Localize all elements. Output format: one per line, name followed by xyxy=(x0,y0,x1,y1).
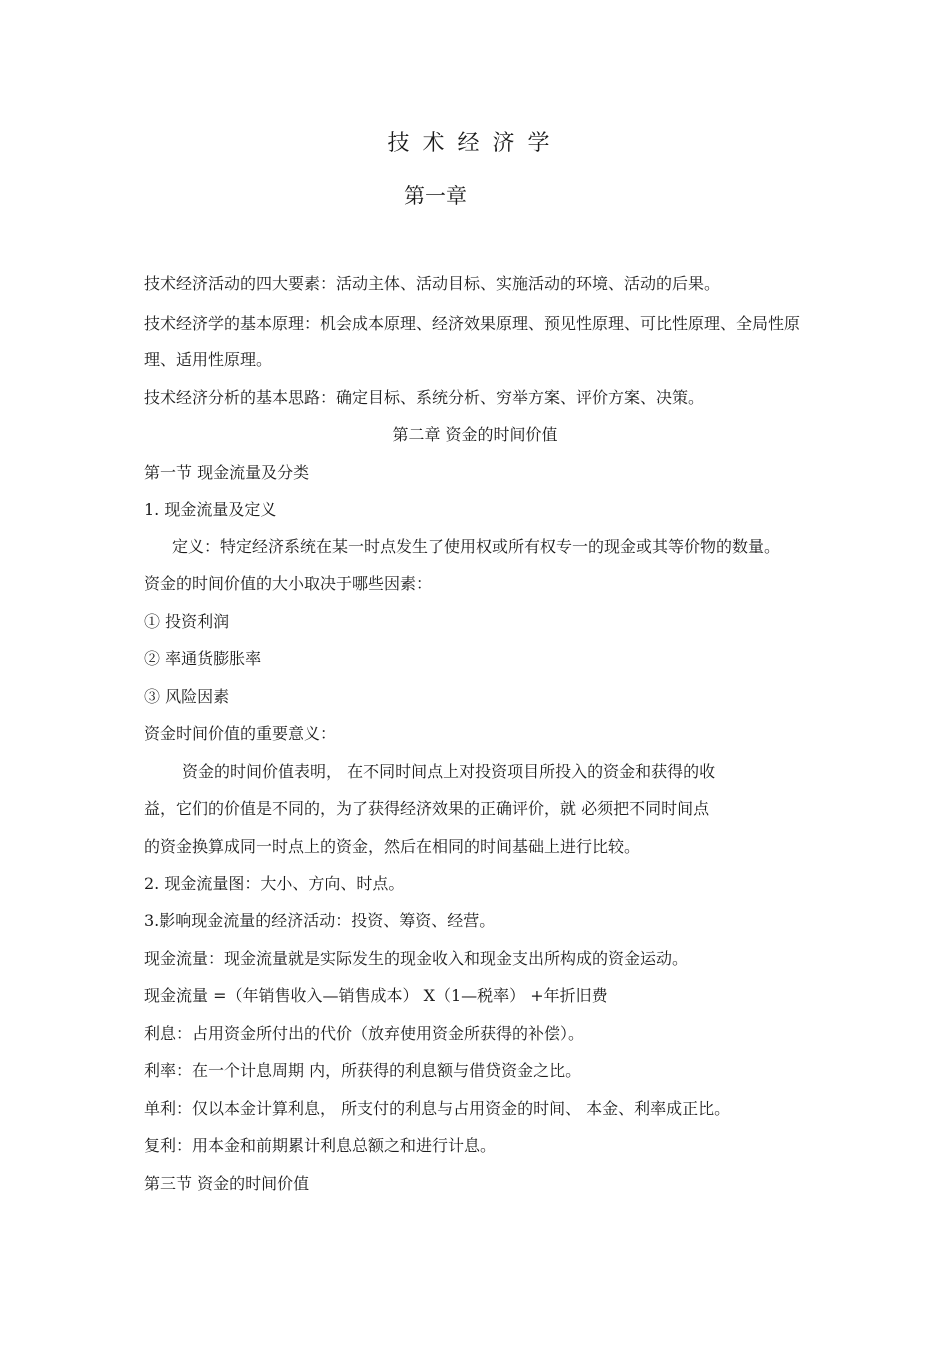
text-line: 技术经济分析的基本思路：确定目标、系统分析、穷举方案、评价方案、决策。 xyxy=(144,388,705,407)
chapter-one-heading: 第一章 xyxy=(404,184,467,208)
text-line: 的资金换算成同一时点上的资金，然后在相同的时间基础上进行比较。 xyxy=(144,837,641,856)
chapter-two-heading: 第二章 资金的时间价值 xyxy=(392,425,558,444)
formula-line: 现金流量 =（年销售收入—销售成本） X（1—税率） +年折旧费 xyxy=(144,986,608,1005)
text-line: 复利：用本金和前期累计利息总额之和进行计息。 xyxy=(144,1136,497,1155)
text-line: 益，它们的价值是不同的，为了获得经济效果的正确评价，就 必须把不同时间点 xyxy=(144,799,710,818)
text-line: 技术经济学的基本原理：机会成本原理、经济效果原理、预见性原理、可比性原理、全局性原 xyxy=(144,314,801,333)
list-item: ③ 风险因素 xyxy=(144,687,230,706)
text-line: 利息：占用资金所付出的代价（放弃使用资金所获得的补偿）。 xyxy=(144,1024,585,1043)
text-line: 1. 现金流量及定义 xyxy=(144,500,277,519)
text-line: 定义：特定经济系统在某一时点发生了使用权或所有权专一的现金或其等价物的数量。 xyxy=(172,537,781,556)
text-line: 利率：在一个计息周期 内，所获得的利息额与借贷资金之比。 xyxy=(144,1061,582,1080)
text-line: 理、适用性原理。 xyxy=(144,350,273,369)
list-item: ② 率通货膨胀率 xyxy=(144,649,262,668)
section-heading: 第三节 资金的时间价值 xyxy=(144,1174,310,1193)
text-line: 3.影响现金流量的经济活动：投资、筹资、经营。 xyxy=(144,911,496,930)
text-line: 技术经济活动的四大要素：活动主体、活动目标、实施活动的环境、活动的后果。 xyxy=(144,274,721,293)
text-line: 2. 现金流量图：大小、方向、时点。 xyxy=(144,874,405,893)
text-line: 现金流量：现金流量就是实际发生的现金收入和现金支出所构成的资金运动。 xyxy=(144,949,689,968)
text-line: 单利：仅以本金计算利息， 所支付的利息与占用资金的时间、 本金、利率成正比。 xyxy=(144,1099,731,1118)
text-line: 资金的时间价值的大小取决于哪些因素： xyxy=(144,574,433,593)
section-heading: 第一节 现金流量及分类 xyxy=(144,463,310,482)
text-line: 资金时间价值的重要意义： xyxy=(144,724,337,743)
list-item: ① 投资利润 xyxy=(144,612,230,631)
text-line: 资金的时间价值表明， 在不同时间点上对投资项目所投入的资金和获得的收 xyxy=(182,762,716,781)
document-title: 技术经济学 xyxy=(387,131,563,156)
